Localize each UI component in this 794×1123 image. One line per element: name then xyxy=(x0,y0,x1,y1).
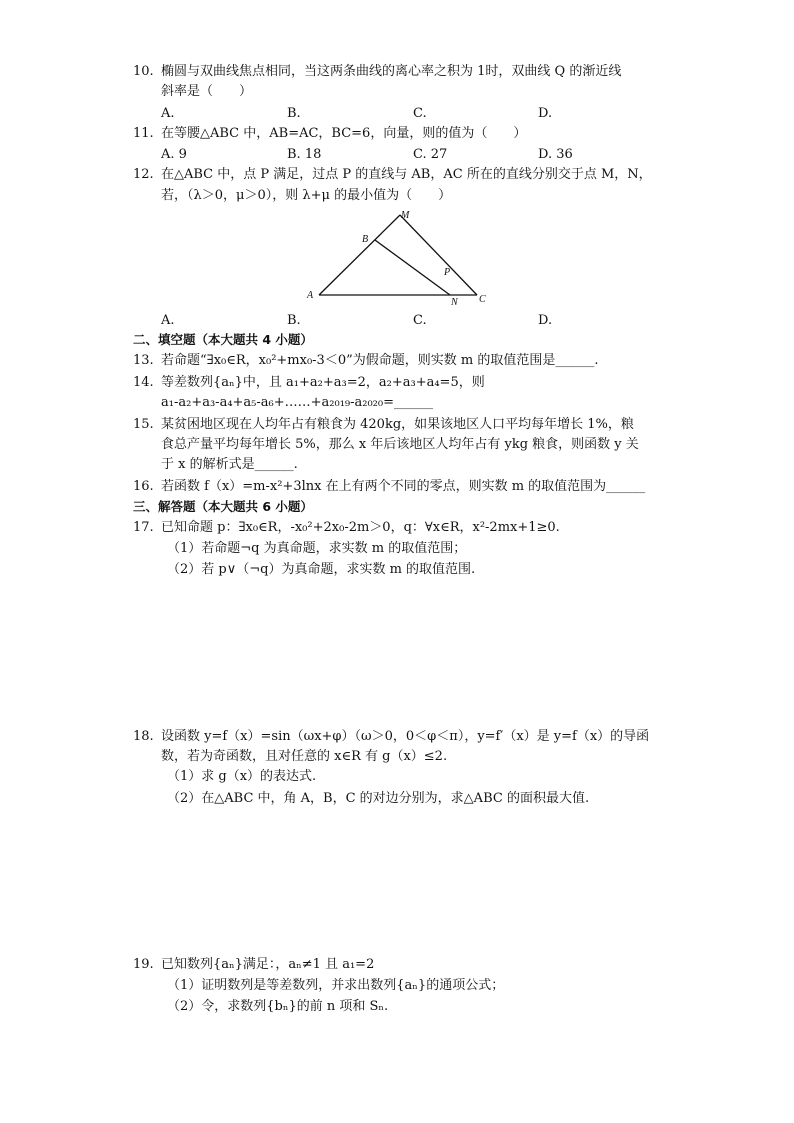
option-c: C. xyxy=(413,106,427,121)
question-number: 19. xyxy=(133,957,154,972)
option-b: B. 18 xyxy=(287,147,322,162)
question-number: 16. xyxy=(133,479,154,494)
section-title: 三、解答题（本大题共 6 小题） xyxy=(133,499,313,514)
option-c: C. xyxy=(413,313,427,328)
question-text: 在△ABC 中，点 P 满足，过点 P 的直线与 AB，AC 所在的直线分别交于点 M，N， xyxy=(161,167,652,182)
label-b: B xyxy=(362,234,369,245)
question-text: 斜率是（ ） xyxy=(161,84,253,99)
question-number: 18. xyxy=(133,729,154,744)
option-a: A. xyxy=(161,106,175,121)
question-text: 设函数 y=f（x）=sin（ωx+φ）（ω＞0，0＜φ＜π），y=f′（x）是 y=f（x）的导函 xyxy=(161,729,650,744)
question-number: 10. xyxy=(133,64,154,79)
sub-question: （2）若 p∨（¬q）为真命题，求实数 m 的取值范围. xyxy=(167,562,476,577)
question-number: 14. xyxy=(133,375,154,390)
option-b: B. xyxy=(287,106,301,121)
question-number: 13. xyxy=(133,353,154,368)
label-m: M xyxy=(401,210,410,221)
sub-question: （1）求 g（x）的表达式. xyxy=(167,769,317,784)
question-number: 17. xyxy=(133,520,154,535)
question-text: 某贫困地区现在人均年占有粮食为 420kg，如果该地区人口平均每年增长 1%，粮 xyxy=(161,417,634,432)
question-text: 椭圆与双曲线焦点相同，当这两条曲线的离心率之积为 1时，双曲线 Q 的渐近线 xyxy=(161,64,622,79)
label-a: A xyxy=(307,290,314,301)
section-title: 二、填空题（本大题共 4 小题） xyxy=(133,332,313,347)
option-a: A. 9 xyxy=(161,147,187,162)
question-text: 在等腰△ABC 中，AB=AC，BC=6，向量，则的值为（ ） xyxy=(161,126,527,141)
sub-question: （2）在△ABC 中，角 A，B，C 的对边分别为，求△ABC 的面积最大值. xyxy=(167,791,590,806)
option-a: A. xyxy=(161,313,175,328)
question-text: 于 x 的解析式是______. xyxy=(161,457,298,472)
sub-question: （2）令，求数列{bₙ}的前 n 项和 Sₙ. xyxy=(167,999,389,1014)
sub-question: （1）证明数列是等差数列，并求出数列{aₙ}的通项公式； xyxy=(167,978,505,993)
question-text: 若，（λ＞0，μ＞0），则 λ+μ 的最小值为（ ） xyxy=(161,188,452,203)
triangle-figure xyxy=(300,205,500,310)
question-number: 11. xyxy=(133,126,154,141)
option-d: D. xyxy=(538,313,553,328)
question-text: 若函数 f（x）=m-x²+3lnx 在上有两个不同的零点，则实数 m 的取值范围为______ xyxy=(161,479,646,494)
label-p: P xyxy=(444,267,451,278)
question-number: 12. xyxy=(133,167,154,182)
question-text: 若命题“∃x₀∈R，x₀²+mx₀-3＜0”为假命题，则实数 m 的取值范围是______. xyxy=(161,353,599,368)
question-number: 15. xyxy=(133,417,154,432)
question-text: 数，若为奇函数，且对任意的 x∈R 有 g（x）≤2. xyxy=(161,749,448,764)
label-n: N xyxy=(451,297,458,308)
question-text: 已知数列{aₙ}满足：，aₙ≠1 且 a₁=2 xyxy=(161,957,375,972)
question-text: 等差数列{aₙ}中，且 a₁+a₂+a₃=2，a₂+a₃+a₄=5，则 xyxy=(161,375,485,390)
option-d: D. xyxy=(538,106,553,121)
option-b: B. xyxy=(287,313,301,328)
question-text: 已知命题 p：∃x₀∈R，-x₀²+2x₀-2m＞0，q：∀x∈R，x²-2mx+1≥0. xyxy=(161,520,560,535)
question-text: 食总产量平均每年增长 5%，那么 x 年后该地区人均年占有 ykg 粮食，则函数 y 关 xyxy=(161,437,639,452)
option-d: D. 36 xyxy=(538,147,573,162)
option-c: C. 27 xyxy=(413,147,448,162)
question-text: a₁-a₂+a₃-a₄+a₅-a₆+……+a₂₀₁₉-a₂₀₂₀=______ xyxy=(161,395,433,410)
label-c: C xyxy=(479,294,486,305)
sub-question: （1）若命题¬q 为真命题，求实数 m 的取值范围； xyxy=(167,541,467,556)
